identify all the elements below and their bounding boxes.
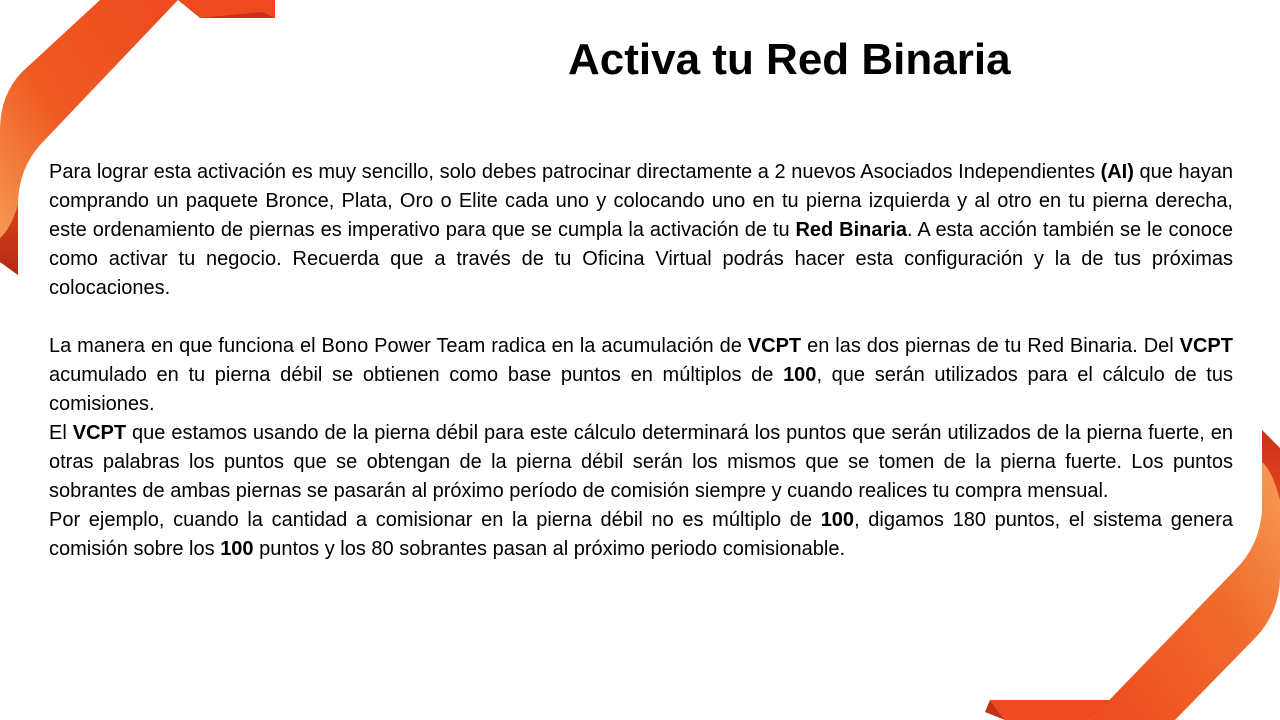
text-span: en las dos piernas de tu Red Binaria. Del xyxy=(801,335,1180,357)
text-span: acumulado en tu pierna débil se obtienen como base puntos en múltiplos de xyxy=(49,364,784,386)
paragraph-example xyxy=(49,506,1233,564)
bold-span: 100 xyxy=(220,538,254,560)
text-span: puntos y los 80 sobrantes pasan al próximo periodo comisionable. xyxy=(253,538,846,560)
text-span: , digamos 180 puntos, el sistema genera comisión sobre los xyxy=(49,509,1233,560)
bold-span: Red Binaria xyxy=(795,219,907,241)
bold-span: (AI) xyxy=(1100,161,1134,183)
bold-span: VCPT xyxy=(1179,335,1233,357)
page-title: Activa tu Red Binaria xyxy=(568,35,1011,84)
bold-span: VCPT xyxy=(747,335,802,357)
bold-span: 100 xyxy=(783,364,817,386)
text-span: Por ejemplo, cuando la cantidad a comisionar en la pierna débil no es múltiplo de xyxy=(49,509,821,531)
text-span: Para lograr esta activación es muy sencillo, solo debes patrocinar directamente a 2 nuevos Asociados Independientes xyxy=(49,161,1101,183)
text-span: La manera en que funciona el Bono Power Team radica en la acumulación de xyxy=(49,335,748,357)
text-span: . A esta acción también se le conoce como activar tu negocio. Recuerda que a través de tu Oficina Virtual podrás hacer esta configuración y la de tus próximas colocaciones. xyxy=(49,219,1233,299)
body-text xyxy=(49,158,1233,564)
bold-span: VCPT xyxy=(72,422,127,444)
ribbon-bottom-right-strip xyxy=(990,700,1110,720)
bold-span: 100 xyxy=(820,509,855,531)
paragraph-power-team xyxy=(49,332,1233,419)
text-span: que hayan comprando un paquete Bronce, Plata, Oro o Elite cada uno y colocando uno en tu pierna izquierda y al otro en tu pierna derecha, este ordenamiento de piernas es imperativo para que se cumpla la activación de tu xyxy=(49,161,1233,241)
text-span: El xyxy=(49,422,73,444)
paragraph-activation xyxy=(49,158,1233,303)
text-span: , que serán utilizados para el cálculo de tus comisiones. xyxy=(49,364,1233,415)
text-span: que estamos usando de la pierna débil para este cálculo determinará los puntos que serán utilizados de la pierna fuerte, en otras palabras los puntos que se obtengan de la pierna débil serán los mismos que se tomen de la pierna fuerte. Los puntos sobrantes de ambas piernas se pasarán al próximo período de comisión siempre y cuando realices tu compra mensual. xyxy=(49,422,1233,502)
paragraph-vcpt-usage xyxy=(49,419,1233,506)
